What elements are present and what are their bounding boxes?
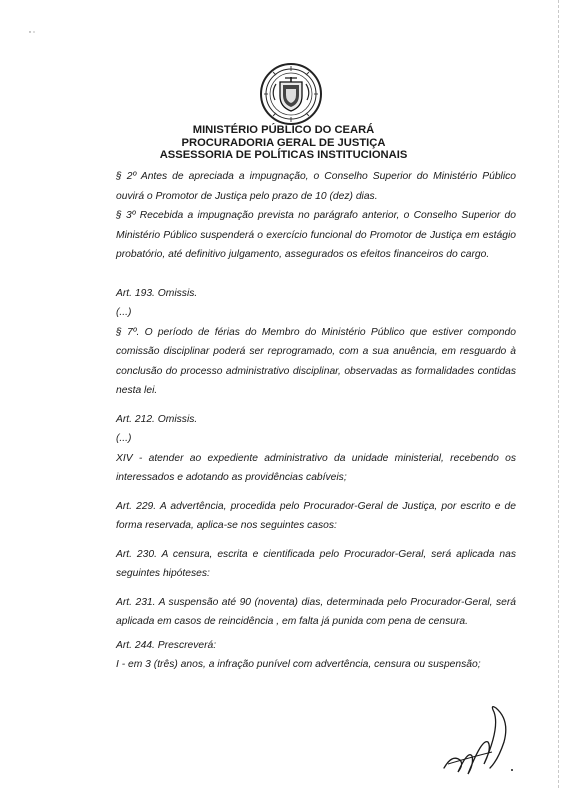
document-body [116, 167, 516, 675]
handwritten-signature-icon [438, 698, 524, 780]
letterhead [0, 124, 567, 162]
paragraph-2: § 2º Antes de apreciada a impugnação, o Conselho Superior do Ministério Público ouvirá o Promotor de Justiça pelo prazo de 10 (dez) dias. [116, 171, 516, 202]
article-231: Art. 231. A suspensão até 90 (noventa) dias, determinada pelo Procurador-Geral, será aplicada em casos de reincidência , em falta já punida com pena de censura. [116, 596, 516, 627]
article-229: Art. 229. A advertência, procedida pelo Procurador-Geral de Justiça, por escrito e de forma reservada, aplica-se nos seguintes casos: [116, 500, 516, 531]
letterhead-line-2: PROCURADORIA GERAL DE JUSTIÇA [181, 136, 386, 149]
letterhead-line-3: ASSESSORIA DE POLÍTICAS INSTITUCIONAIS [159, 149, 408, 161]
paragraph-3: § 3º Recebida a impugnação prevista no parágrafo anterior, o Conselho Superior do Ministério Público suspenderá o exercício funcional do Promotor de Justiça em estágio probatório, até definitivo julgamento, assegurados os efeitos financeiros do cargo. [116, 210, 516, 260]
article-193-heading: Art. 193. Omissis. [116, 287, 198, 299]
letterhead-line-1: MINISTÉRIO PÚBLICO DO CEARÁ [192, 124, 375, 136]
omission-marker: (...) [116, 433, 132, 444]
article-212-heading: Art. 212. Omissis. [116, 413, 198, 425]
article-244-heading: Art. 244. Prescreverá: [116, 639, 217, 651]
paragraph-7: § 7º. O período de férias do Membro do Ministério Público que estiver compondo comissão disciplinar poderá ser reprogramado, com a sua anuência, em resguardo à conclusão do processo administrativo disciplinar, observadas as formalidades contidas nesta lei. [116, 326, 516, 396]
coat-of-arms-seal-icon [259, 62, 323, 126]
item-i: I - em 3 (três) anos, a infração punível com advertência, censura ou suspensão; [116, 659, 481, 670]
item-xiv: XIV - atender ao expediente administrativo da unidade ministerial, recebendo os interessados e adotando as providências cabíveis; [116, 452, 516, 483]
scan-speck [28, 30, 36, 34]
omission-marker: (...) [116, 307, 132, 318]
article-230: Art. 230. A censura, escrita e cientificada pelo Procurador-Geral, será aplicada nas seguintes hipóteses: [116, 548, 516, 579]
scan-edge-line [557, 0, 559, 788]
